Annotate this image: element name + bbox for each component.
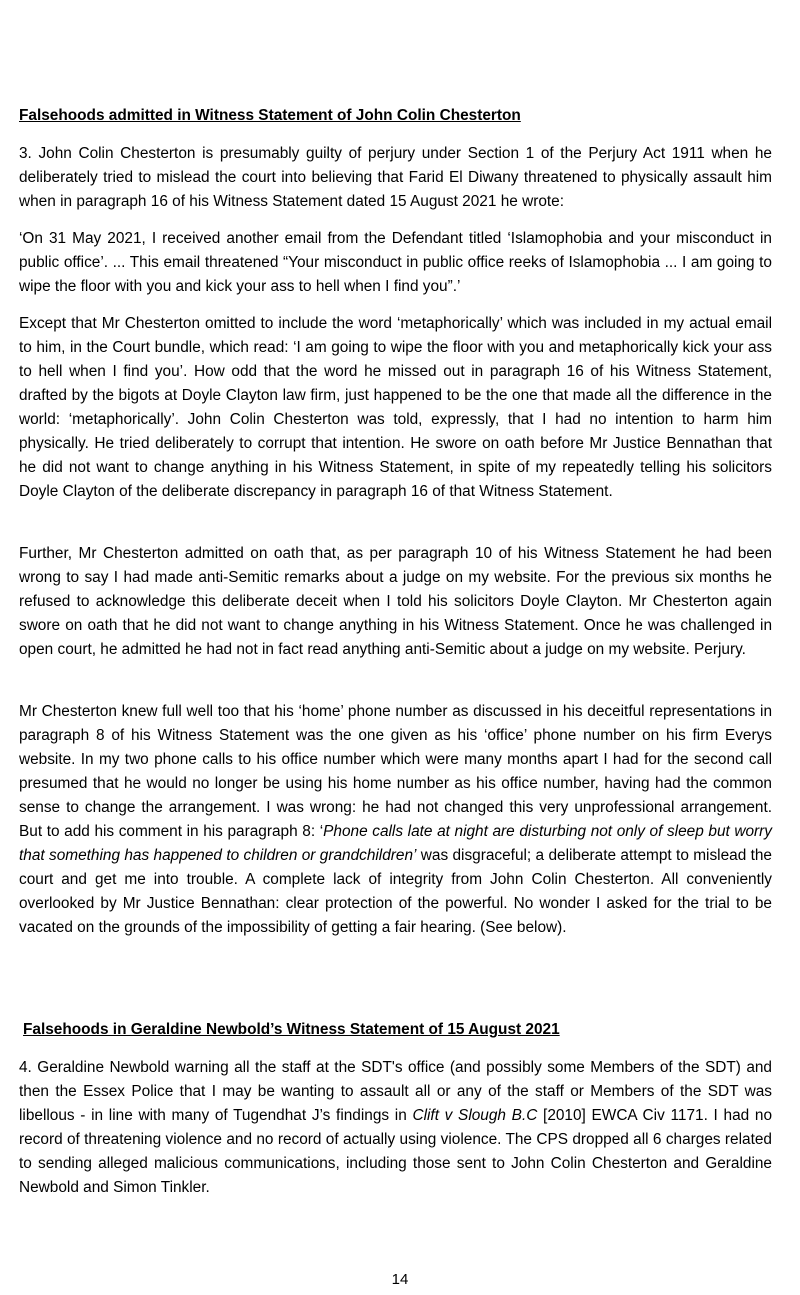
section-heading-newbold: Falsehoods in Geraldine Newbold’s Witness Statement of 15 August 2021 (23, 1021, 560, 1038)
paragraph-4-text-a: 4. Geraldine Newbold warning all the staff at the SDT's office (and possibly some Members of the SDT) and then the Essex Police that I may be wanting to assault all or any of the staff or Members of the SDT was libellous - in line with many of Tugendhat J’s findings in (19, 1059, 772, 1124)
paragraph-4-text-b: [2010] EWCA Civ 1171. I had no record of threatening violence and no record of actually using violence. The CPS dropped all 6 charges related to sending alleged malicious communications, including those sent to John Colin Chesterton and Geraldine Newbold and Simon Tinkler. (19, 1107, 773, 1196)
metaphorically-paragraph: Except that Mr Chesterton omitted to include the word ‘metaphorically’ which was included in my actual email to him, in the Court bundle, which read: ‘I am going to wipe the floor with you and metaphorically kick your ass to hell when I find you’. How odd that the word he missed out in paragraph 16 of his Witness Statement, drafted by the bigots at Doyle Clayton law firm, just happened to be the one that made all the difference in the world: ‘metaphorically’. John Colin Chesterton was told, expressly, that I had no intention to harm him physically. He tried deliberately to corrupt that intention. He swore on oath before Mr Justice Bennathan that he did not want to change anything in his Witness Statement, in spite of my repeatedly telling his solicitors Doyle Clayton of the deliberate discrepancy in paragraph 16 of that Witness Statement. (19, 315, 772, 500)
phone-paragraph-text-a: Mr Chesterton knew full well too that his ‘home’ phone number as discussed in his deceitful representations in paragraph 8 of his Witness Statement was the one given as his ‘office’ phone number on his firm Everys website. In my two phone calls to his office number which were many months apart I had for the second call presumed that he would no longer be using his home number as his office number, having had the common sense to change the arrangement. I was wrong: he had not changed this very unprofessional arrangement. But to add his comment in his paragraph 8: ‘ (19, 703, 772, 840)
case-citation: Clift v Slough B.C (412, 1107, 538, 1124)
phone-paragraph-quote: Phone calls late at night are disturbing not only of sleep but worry that something has happened to children or grandchildren’ (19, 823, 773, 864)
section-heading-chesterton: Falsehoods admitted in Witness Statement of John Colin Chesterton (19, 107, 521, 124)
paragraph-3: 3. John Colin Chesterton is presumably guilty of perjury under Section 1 of the Perjury Act 1911 when he deliberately tried to mislead the court into believing that Farid El Diwany threatened to physically assault him when in paragraph 16 of his Witness Statement dated 15 August 2021 he wrote: (19, 145, 772, 210)
phone-number-paragraph (19, 700, 772, 940)
quoted-email-paragraph: ‘On 31 May 2021, I received another email from the Defendant titled ‘Islamophobia and your misconduct in public office’. ... This email threatened “Your misconduct in public office reeks of Islamophobia ... I am going to wipe the floor with you and kick your ass to hell when I find you”.’ (19, 230, 772, 295)
paragraph-4 (19, 1056, 772, 1200)
anti-semitic-paragraph: Further, Mr Chesterton admitted on oath that, as per paragraph 10 of his Witness Statement he had been wrong to say I had made anti-Semitic remarks about a judge on my website. For the previous six months he refused to acknowledge this deliberate deceit when I told his solicitors Doyle Clayton. Mr Chesterton again swore on oath that he did not want to change anything in his Witness Statement. Once he was challenged in open court, he admitted he had not in fact read anything anti-Semitic about a judge on my website. Perjury. (19, 545, 772, 658)
page-number: 14 (391, 1271, 409, 1288)
phone-paragraph-text-b: was disgraceful; a deliberate attempt to mislead the court and get me into trouble. A complete lack of integrity from John Colin Chesterton. All conveniently overlooked by Mr Justice Bennathan: clear protection of the powerful. No wonder I asked for the trial to be vacated on the grounds of the impossibility of getting a fair hearing. (See below). (19, 847, 772, 936)
